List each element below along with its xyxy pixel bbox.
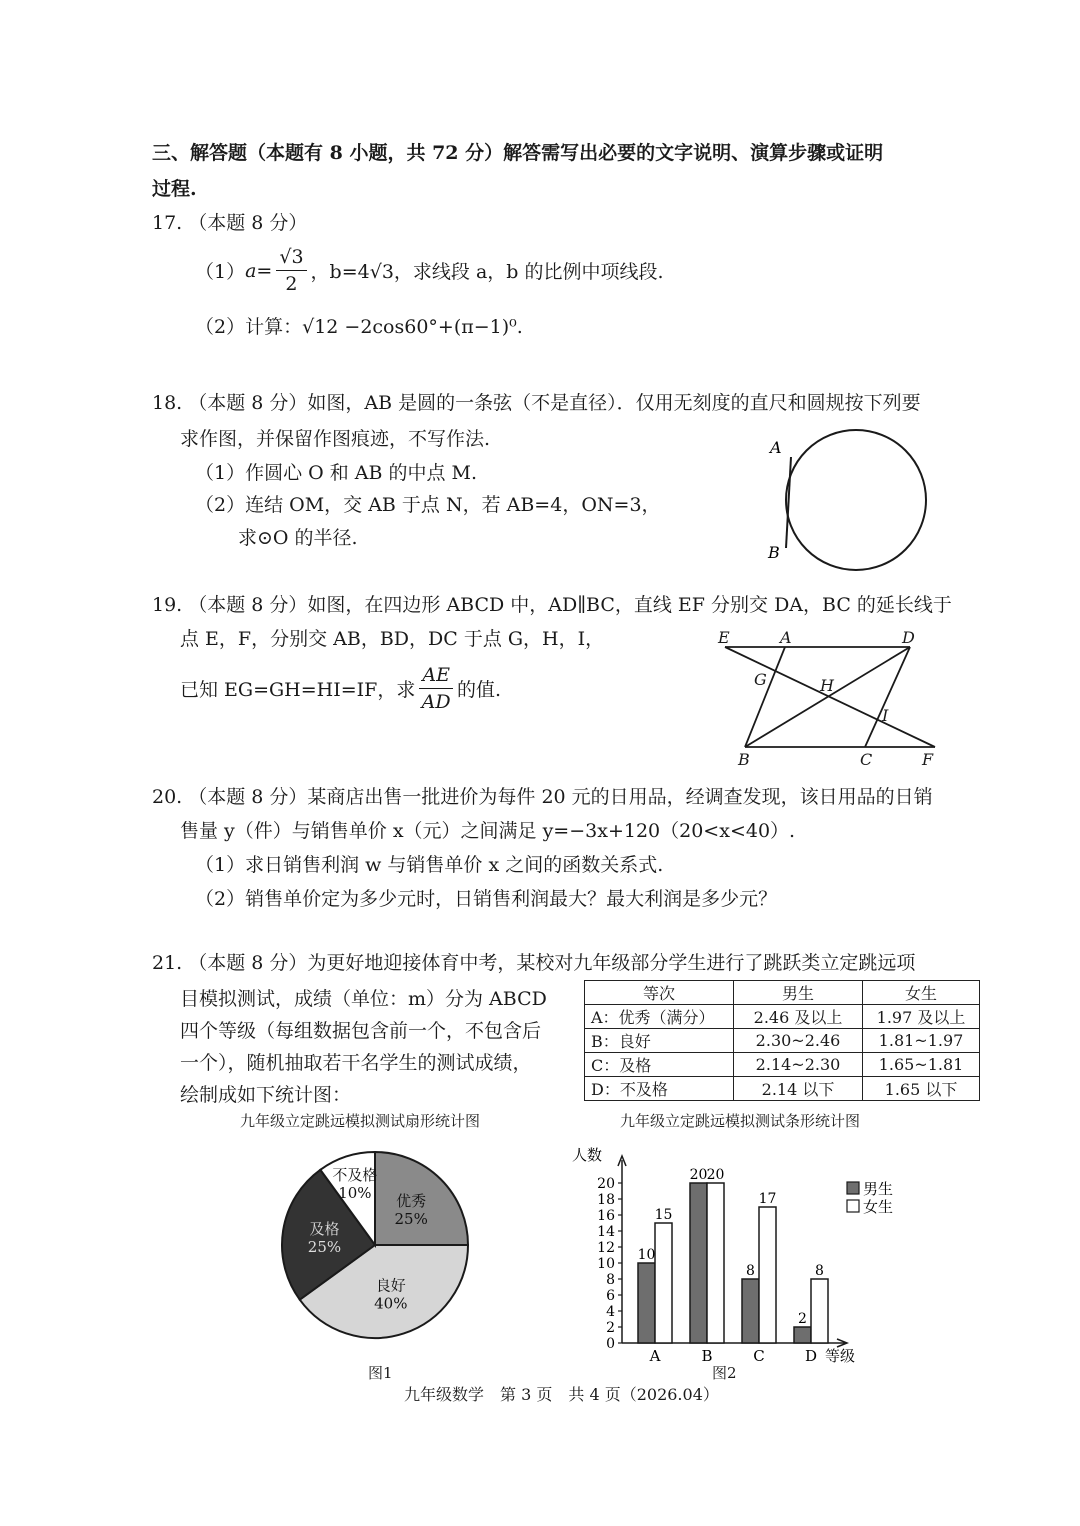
q20-line2: 售量 y（件）与销售单价 x（元）之间满足 y=−3x+120（20<x<40）. [180,820,796,842]
x-tick-label: B [701,1347,713,1365]
q19-line-ab [745,647,785,747]
x-tick-label: A [649,1347,661,1365]
q18-circle-figure [760,430,940,570]
table-header: 女生 [863,981,980,1005]
q18-line1: 18. （本题 8 分）如图，AB 是圆的一条弦（不是直径）．仅用无刻度的直尺和圆规按下列要 [152,392,921,414]
q17-part2: （2）计算：√12 −2cos60°+(π−1)⁰. [195,316,523,338]
table-header: 等次 [585,981,734,1005]
bar-value-label: 8 [815,1263,824,1279]
bar-value-label: 15 [654,1207,673,1223]
q19-label-e: E [718,628,730,647]
q19-line3a: 已知 EG=GH=HI=IF，求 [180,679,416,701]
bar-chart-title: 九年级立定跳远模拟测试条形统计图 [620,1112,861,1130]
legend-label: 女生 [863,1198,894,1216]
table-cell: 2.46 及以上 [734,1005,863,1029]
table-cell: 1.65~1.81 [863,1053,980,1077]
table-cell: 2.14 以下 [734,1077,863,1101]
table-row [585,1053,980,1077]
table-cell: 1.65 以下 [863,1077,980,1101]
table-cell: 2.30~2.46 [734,1029,863,1053]
q17-frac-num: √3 [276,244,306,271]
q19-label-d: D [902,628,915,647]
table-cell: 1.81~1.97 [863,1029,980,1053]
q17-frac-den: 2 [285,273,298,295]
bar [655,1223,672,1343]
table-header: 男生 [734,981,863,1005]
table-cell: C：及格 [585,1053,734,1077]
table-row [585,1077,980,1101]
q19-label-i: I [882,706,889,725]
pie-slice-label: 及格 [309,1219,340,1238]
q18-line2: 求作图，并保留作图痕迹，不写作法. [180,428,491,450]
bar-value-label: 20 [706,1167,725,1183]
bar [742,1279,759,1343]
bar-value-label: 17 [758,1191,777,1207]
pie-slice-label: 不及格 [332,1166,378,1185]
table-cell: 1.97 及以上 [863,1005,980,1029]
bar-value-label: 8 [746,1263,755,1279]
q19-label-h: H [820,676,834,695]
y-tick-label: 16 [597,1208,615,1224]
q21-line3: 四个等级（每组数据包含前一个，不包含后 [180,1020,542,1042]
q18-part2b: 求⊙O 的半径. [238,527,358,549]
pie-slice-label: 良好 [375,1276,406,1295]
q17-p1-a: a= [245,259,273,282]
q17-part1 [195,244,664,297]
q20-part2: （2）销售单价定为多少元时，日销售利润最大？最大利润是多少元？ [195,888,778,910]
q21-line1: 21. （本题 8 分）为更好地迎接体育中考，某校对九年级部分学生进行了跳跃类立定跳远项 [152,952,916,974]
table-cell: D：不及格 [585,1077,734,1101]
y-tick-label: 0 [606,1336,615,1352]
q19-line3b: 的值. [456,679,501,701]
bar [759,1207,776,1343]
legend-swatch [847,1200,859,1212]
y-tick-label: 8 [606,1272,615,1288]
figure1-caption: 图1 [368,1364,393,1382]
pie-slice-percent: 25% [394,1209,428,1228]
q19-fraction [419,662,453,715]
pie-slice-label: 优秀 [396,1191,427,1210]
q18-label-a: A [770,438,782,457]
y-tick-label: 12 [597,1240,615,1256]
q18-part2a: （2）连结 OM，交 AB 于点 N，若 AB=4，ON=3， [195,494,661,516]
bar-value-label: 20 [689,1167,708,1183]
grade-table [584,980,980,1101]
x-tick-label: C [753,1347,765,1365]
pie-chart-title: 九年级立定跳远模拟测试扇形统计图 [240,1112,481,1130]
q19-geometry-figure [710,625,950,770]
q19-line-bd [745,647,910,747]
q19-frac-den: AD [421,691,451,713]
bar-value-label: 10 [637,1247,656,1263]
section-title-cont: 过程. [152,178,197,200]
bar [811,1279,828,1343]
q19-label-g: G [754,670,767,689]
pie-chart [270,1140,480,1350]
bar [690,1183,707,1343]
table-row [585,1029,980,1053]
q17-head: 17. （本题 8 分） [152,212,308,234]
page-footer: 九年级数学 第 3 页 共 4 页（2026.04） [404,1385,719,1404]
q21-line5: 绘制成如下统计图： [180,1084,352,1106]
q19-line2: 点 E，F，分别交 AB，BD，DC 于点 G，H，I， [180,628,605,650]
y-tick-label: 4 [606,1304,615,1320]
q20-line1: 20. （本题 8 分）某商店出售一批进价为每件 20 元的日用品，经调查发现，该日用品的日销 [152,786,933,808]
y-tick-label: 6 [606,1288,615,1304]
y-tick-label: 20 [597,1176,615,1192]
legend-label: 男生 [863,1180,894,1198]
q18-part1: （1）作圆心 O 和 AB 的中点 M. [195,462,478,484]
table-cell: 2.14~2.30 [734,1053,863,1077]
table-cell: B：良好 [585,1029,734,1053]
q21-line2: 目模拟测试，成绩（单位：m）分为 ABCD [180,988,547,1010]
table-header-row [585,981,980,1005]
x-axis-label: 等级 [825,1347,856,1365]
bar-chart [560,1140,894,1370]
pie-slice-percent: 40% [374,1294,408,1313]
bar [707,1183,724,1343]
bar [638,1263,655,1343]
q17-fraction [276,244,306,297]
q19-label-c: C [860,750,873,769]
q18-label-b: B [768,543,780,562]
y-tick-label: 18 [597,1192,615,1208]
section-title: 三、解答题（本题有 8 小题，共 72 分）解答需写出必要的文字说明、演算步骤或证明 [152,142,884,164]
x-tick-label: D [804,1347,818,1365]
pie-slice-percent: 25% [307,1237,342,1256]
q21-line4: 一个），随机抽取若干名学生的测试成绩， [180,1052,532,1074]
q19-label-b: B [738,750,750,769]
q19-label-f: F [922,750,934,769]
q19-line1: 19. （本题 8 分）如图，在四边形 ABCD 中，AD∥BC，直线 EF 分别交 DA，BC 的延长线于 [152,594,952,616]
q17-p1-label: （1） [195,261,246,283]
legend-swatch [847,1182,859,1194]
q19-line3 [180,662,501,715]
y-tick-label: 10 [597,1256,615,1272]
y-axis-label: 人数 [572,1146,603,1164]
figure2-caption: 图2 [712,1364,737,1382]
q17-p1-rest: ，b=4√3，求线段 a，b 的比例中项线段. [310,261,664,283]
q19-frac-num: AE [419,662,453,689]
y-tick-label: 2 [606,1320,615,1336]
q19-label-a: A [780,628,792,647]
q18-circle [786,430,926,570]
q20-part1: （1）求日销售利润 w 与销售单价 x 之间的函数关系式. [195,854,664,876]
table-row [585,1005,980,1029]
pie-slice-percent: 10% [338,1184,372,1203]
bar-value-label: 2 [798,1311,807,1327]
bar [794,1327,811,1343]
table-cell: A：优秀（满分） [585,1005,734,1029]
y-tick-label: 14 [597,1224,615,1240]
